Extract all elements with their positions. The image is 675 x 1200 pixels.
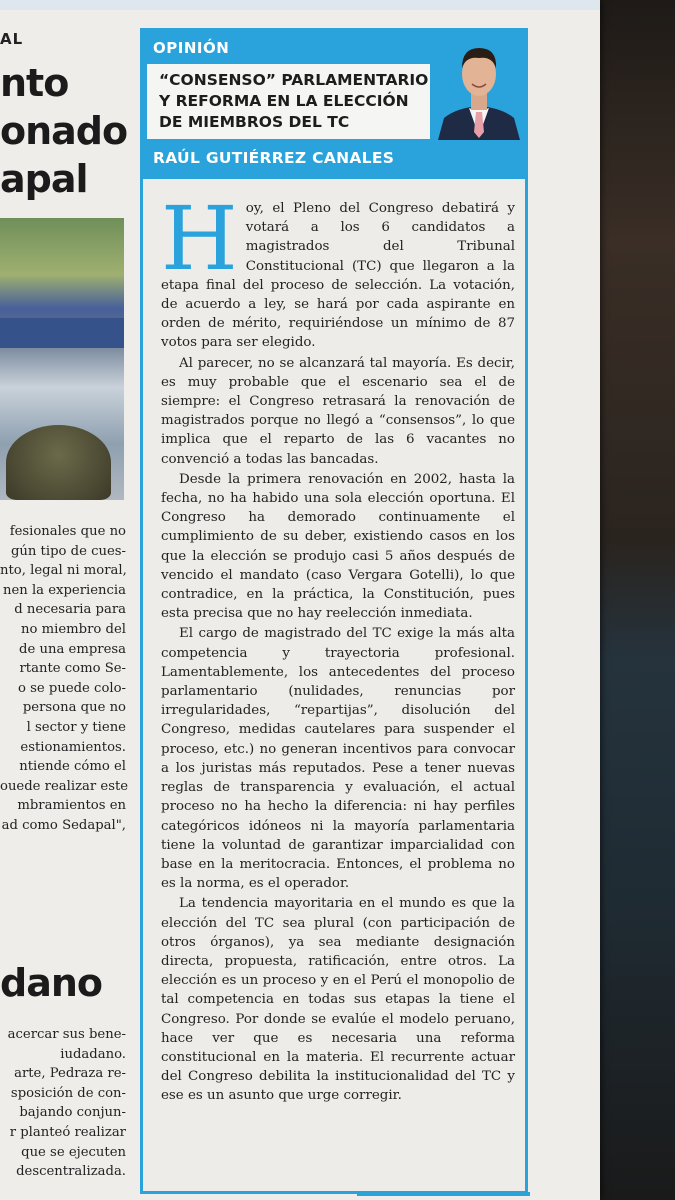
article-header [143, 31, 525, 179]
left-section-tail: AL [0, 30, 24, 48]
left-body-line: no miembro del [21, 621, 126, 637]
paragraph-4: El cargo de magistrado del TC exige la más alta competencia y trayectoria profesional. Lamentablemente, los antecedentes del proceso parlamentario (nulidades, renuncias por irregularidades, “repartijas”, disolución del Congreso, medidas cautelares para suspender el proceso, etc.) no generan incentivos para convocar a los juristas más reputados. Pese a tener nuevas reglas de transparencia y evaluación, el actual proceso no ha hecho la diferencia: ni hay perfiles categóricos idóneos ni la mayoría parlamentaria tiene la voluntad de garantizar imparcialidad con base en la meritocracia. Entonces, el problema no es la norma, es el operador. [161, 626, 515, 892]
left-body2-line: descentralizada. [16, 1164, 126, 1180]
left-headline-line-2: onado [0, 109, 128, 153]
paragraph-2: Al parecer, no se alcanzará tal mayoría. Es decir, es muy probable que el escenario sea el de siempre: el Congreso retrasará la renovación de magistrados porque no llegó a “consensos”, lo que implica que el reparto de las 6 vacantes no convenció a todas las bancadas. [161, 355, 515, 467]
left-body-line: ad como Sedapal", [1, 817, 126, 833]
left-body-line: mbramientos en [17, 798, 126, 814]
left-body-line: l sector y tiene [26, 719, 126, 735]
author-name: RAÚL GUTIÉRREZ CANALES [153, 149, 395, 167]
title-box [147, 64, 430, 139]
left-body-text-2 [0, 1025, 126, 1182]
dropcap: H [161, 187, 238, 290]
paragraph-1-text: oy, el Pleno del Congreso debatirá y votará a los 6 candidatos a magistrados del Tribunal Constitucional (TC) que llegaron a la etapa final del proceso de selección. La votación, de acuerdo a ley, se hará por cada aspirante en orden de mérito, requiriéndose un mínimo de 87 votos para ser elegido. [161, 201, 515, 351]
section-label: OPINIÓN [153, 39, 230, 57]
left-column [0, 0, 128, 1200]
left-body-line: de una empresa [19, 641, 126, 657]
left-body-line: rtante como Se- [19, 661, 126, 677]
left-photo-band [0, 318, 124, 348]
left-body2-line: sposición de con- [10, 1085, 126, 1101]
left-body2-line: r planteó realizar [9, 1124, 126, 1140]
left-headline-line-1: nto [0, 61, 69, 105]
left-body2-line: acercar sus bene- [7, 1027, 126, 1042]
left-body2-line: iudadano. [60, 1046, 126, 1062]
left-body-line: gún tipo de cues- [10, 543, 126, 559]
article-title: “CONSENSO” PARLAMENTARIO Y REFORMA EN LA ELECCIÓN DE MIEMBROS DEL TC [159, 71, 429, 131]
article-body [161, 187, 515, 1107]
left-body-line: ntiende cómo el [19, 759, 126, 775]
left-photo-bush [6, 425, 111, 500]
left-headline-2: dano [0, 961, 103, 1005]
left-body-text [0, 522, 126, 836]
bottom-rule [357, 1192, 530, 1196]
left-body2-line: bajando conjun- [19, 1105, 126, 1121]
left-body-line: estionamientos. [20, 739, 126, 755]
left-body-line: ouede realizar este [0, 778, 128, 794]
left-body2-line: arte, Pedraza re- [14, 1066, 126, 1082]
left-body2-line: que se ejecuten [21, 1144, 126, 1160]
left-headline-line-3: apal [0, 157, 88, 201]
left-body-line: nto, legal ni moral, [0, 563, 127, 579]
left-body-line: persona que no [22, 700, 126, 716]
left-body-line: o se puede colo- [17, 680, 126, 696]
left-body-line: d necesaria para [14, 602, 126, 618]
paragraph-1 [161, 187, 515, 353]
paragraph-3: Desde la primera renovación en 2002, hasta la fecha, no ha habido una sola elección oportuna. El Congreso ha demorado continuamente el cumplimiento de su deber, existiendo casos en los que la elección se produjo casi 5 años después de vencido el mandato (caso Vergara Gotelli), lo que contradice, en la práctica, la Constitución, pues esta precisa que no hay reelección inmediata. [161, 471, 515, 622]
left-body-line: nen la experiencia [2, 582, 126, 598]
left-body-line: fesionales que no [9, 524, 126, 539]
paragraph-5: La tendencia mayoritaria en el mundo es que la elección del TC sea plural (con participación de otros órganos), ya sea mediante designación directa, propuesta, ratificación, entre otros. La elección es un proceso y en el Perú el monopolio de tal competencia en todas sus etapas la tiene el Congreso. Por donde se evalúe el modelo peruano, hace ver que es necesaria una reforma constitucional en la materia. El recurrente actuar del Congreso debilita la institucionalidad del TC y ese es un asunto que urge corregir. [161, 896, 515, 1104]
background-right [598, 0, 675, 1200]
opinion-article [140, 28, 528, 1194]
author-portrait-icon [436, 36, 522, 140]
